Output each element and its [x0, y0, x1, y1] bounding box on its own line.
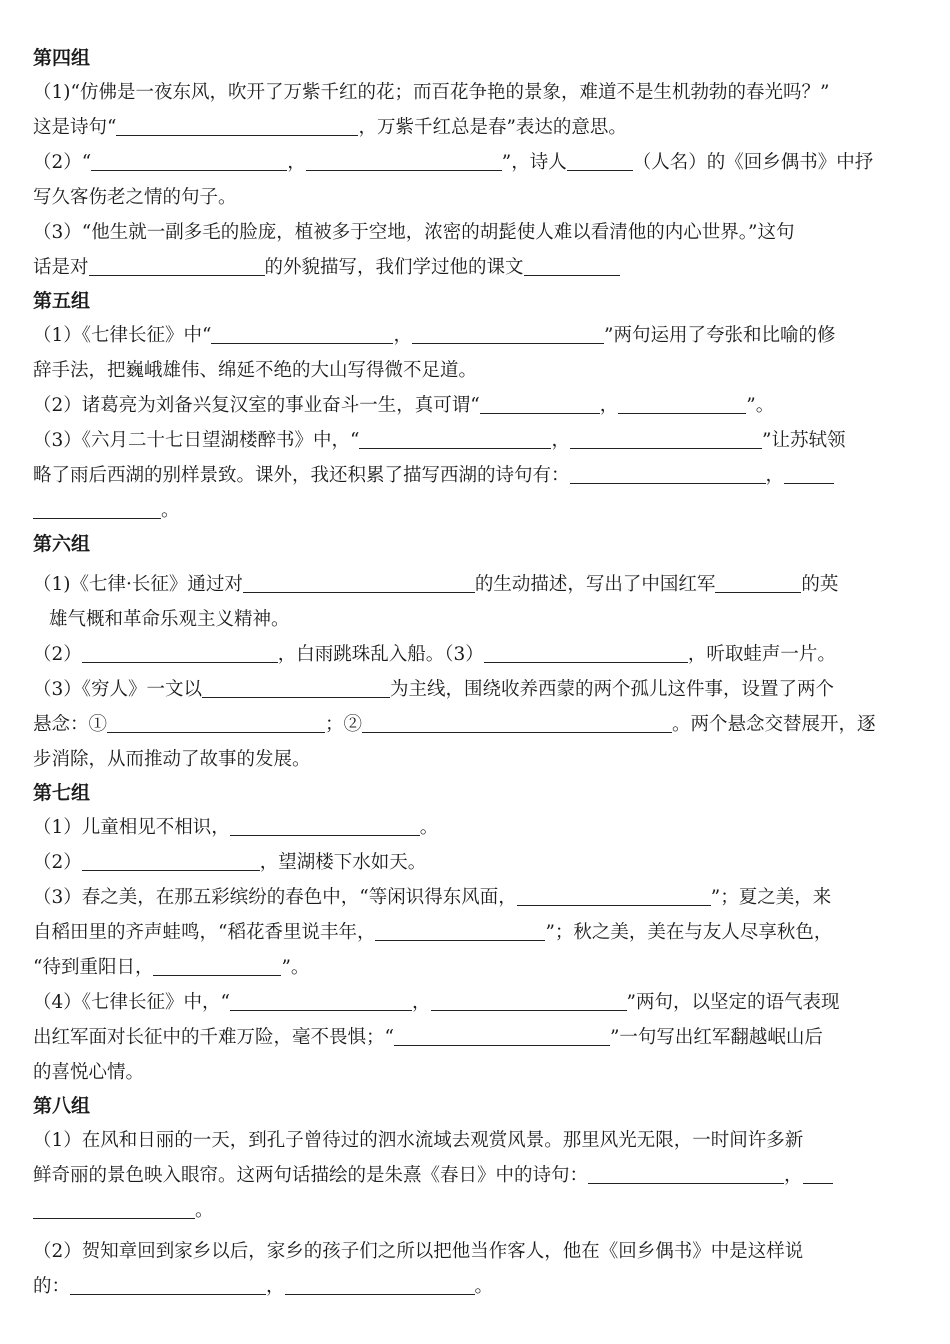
question-text: 。 — [419, 817, 439, 838]
answer-blank[interactable] — [89, 253, 265, 276]
question-text: 的生动描述，写出了中国红军 — [474, 574, 716, 595]
poem-blank[interactable] — [359, 426, 551, 449]
question-line — [33, 950, 917, 985]
poem-blank[interactable] — [285, 1272, 475, 1295]
poem-blank[interactable] — [306, 148, 502, 171]
question-line — [33, 637, 917, 672]
poem-blank[interactable] — [394, 1023, 610, 1046]
question-line — [33, 880, 917, 915]
question-text: ”，诗人 — [501, 152, 567, 173]
question-line — [33, 1269, 917, 1304]
question-text: 写久客伤老之情的句子。 — [33, 187, 237, 208]
question-text: 出红军面对长征中的千难万险，毫不畏惧；“ — [33, 1027, 394, 1048]
question-line — [33, 1234, 917, 1269]
question-line — [33, 742, 917, 777]
question-text: （3）《穷人》一文以 — [33, 679, 203, 700]
answer-blank[interactable] — [107, 710, 325, 733]
question-text: （1）在风和日丽的一天，到孔子曾待过的泗水流域去观赏风景。那里风光无限，一时间许多新 — [33, 1130, 804, 1151]
question-text: ， — [765, 465, 785, 486]
question-text: ， — [411, 992, 431, 1013]
question-line — [33, 458, 917, 493]
name-blank[interactable] — [567, 148, 633, 171]
poem-blank[interactable] — [91, 148, 287, 171]
question-text: 步消除，从而推动了故事的发展。 — [33, 749, 311, 770]
poem-blank[interactable] — [375, 918, 545, 941]
question-text: ；② — [325, 714, 363, 735]
answer-blank[interactable] — [524, 253, 620, 276]
question-line — [33, 602, 917, 637]
poem-blank[interactable] — [230, 813, 420, 836]
poem-blank[interactable] — [33, 496, 161, 519]
question-text: ， — [784, 1165, 803, 1186]
question-line — [33, 707, 917, 742]
question-text: （人名）的《回乡偶书》中抒 — [632, 152, 874, 173]
answer-blank[interactable] — [243, 570, 475, 593]
question-text: 。 — [195, 1200, 214, 1221]
question-text: ， — [393, 325, 412, 346]
question-line — [33, 318, 917, 353]
question-line — [33, 215, 917, 250]
question-text: 略了雨后西湖的别样景致。课外，我还积累了描写西湖的诗句有： — [33, 465, 570, 486]
question-text: 鲜奇丽的景色映入眼帘。这两句话描绘的是朱熹《春日》中的诗句： — [33, 1165, 589, 1186]
question-text: ， — [287, 152, 306, 173]
question-text: （2）“ — [33, 152, 92, 173]
poem-blank[interactable] — [570, 461, 766, 484]
poem-blank[interactable] — [484, 640, 688, 663]
question-text: ”；夏之美，来 — [710, 887, 832, 908]
question-text: （3）“他生就一副多毛的脸庞，植被多于空地，浓密的胡髭使人难以看清他的内心世界。”这句 — [33, 222, 795, 243]
poem-blank[interactable] — [588, 1161, 784, 1184]
poem-blank[interactable] — [517, 883, 711, 906]
answer-blank[interactable] — [202, 675, 390, 698]
question-line — [33, 845, 917, 880]
question-text: ”。 — [746, 395, 775, 416]
group-title: 第四组 — [33, 47, 91, 69]
poem-blank[interactable] — [211, 321, 393, 344]
question-line — [33, 75, 917, 110]
question-text: ， — [266, 1276, 285, 1297]
question-text: （1）儿童相见不相识， — [33, 817, 230, 838]
question-line — [33, 1158, 917, 1193]
question-text: 的喜悦心情。 — [33, 1062, 145, 1083]
question-text: ”让苏轼领 — [762, 430, 846, 451]
question-line — [33, 810, 917, 845]
question-text: ”两句运用了夸张和比喻的修 — [604, 325, 836, 346]
worksheet — [33, 42, 917, 1304]
poem-blank[interactable] — [431, 988, 627, 1011]
poem-blank[interactable] — [153, 953, 281, 976]
question-text: ，万紫千红总是春”表达的意思。 — [358, 117, 627, 138]
question-line — [33, 110, 917, 145]
group-title: 第八组 — [33, 1095, 91, 1117]
group-title: 第七组 — [33, 782, 91, 804]
question-text: 辞手法，把巍峨雄伟、绵延不绝的大山写得微不足道。 — [33, 360, 478, 381]
question-text: ，白雨跳珠乱入船。（3） — [277, 644, 484, 665]
question-text: （2） — [33, 644, 82, 665]
poem-blank[interactable] — [412, 321, 604, 344]
question-line — [33, 1193, 917, 1228]
question-text: （1）《七律长征》中“ — [33, 325, 212, 346]
poem-blank[interactable] — [230, 988, 412, 1011]
poem-blank[interactable] — [70, 1272, 266, 1295]
question-text: （2）贺知章回到家乡以后，家乡的孩子们之所以把他当作客人，他在《回乡偶书》中是这样说 — [33, 1241, 804, 1262]
question-line — [33, 423, 917, 458]
group-title: 第六组 — [33, 533, 91, 555]
question-text: 。两个悬念交替展开，逐 — [672, 714, 876, 735]
question-line — [33, 1123, 917, 1158]
answer-blank[interactable] — [362, 710, 672, 733]
question-text: 的外貌描写，我们学过他的课文 — [264, 257, 524, 278]
poem-blank[interactable] — [618, 391, 746, 414]
question-line — [33, 250, 917, 285]
poem-blank[interactable] — [82, 640, 278, 663]
question-text: ，听取蛙声一片。 — [687, 644, 836, 665]
question-text: （1)《七律·长征》通过对 — [33, 574, 243, 595]
question-line — [33, 388, 917, 423]
question-text: （4）《七律长征》中，“ — [33, 992, 230, 1013]
question-line — [33, 567, 917, 602]
question-text: ”两句，以坚定的语气表现 — [626, 992, 840, 1013]
question-text: 这是诗句“ — [33, 117, 117, 138]
question-line — [33, 353, 917, 388]
question-line — [33, 672, 917, 707]
question-text: 悬念：① — [33, 714, 108, 735]
question-text: ”一句写出红军翻越岷山后 — [609, 1027, 823, 1048]
question-line — [33, 180, 917, 215]
question-text: 话是对 — [33, 257, 89, 278]
question-line — [33, 145, 917, 180]
answer-blank[interactable] — [715, 570, 801, 593]
question-line — [33, 915, 917, 950]
question-line — [33, 1020, 917, 1055]
group-title: 第五组 — [33, 290, 91, 312]
poem-blank[interactable] — [570, 426, 762, 449]
question-text: 。 — [161, 500, 180, 521]
poem-blank[interactable] — [480, 391, 600, 414]
question-text: 自稻田里的齐声蛙鸣，“稻花香里说丰年， — [33, 922, 376, 943]
poem-blank[interactable] — [82, 848, 260, 871]
question-text: ， — [599, 395, 619, 416]
poem-blank[interactable] — [116, 113, 358, 136]
question-text: ，望湖楼下水如天。 — [259, 852, 427, 873]
question-text: （1)“仿佛是一夜东风，吹开了万紫千红的花；而百花争艳的景象，难道不是生机勃勃的春光吗？” — [33, 82, 830, 103]
question-text: “待到重阳日， — [33, 957, 154, 978]
question-line — [33, 985, 917, 1020]
question-text: 。 — [474, 1276, 494, 1297]
question-text: （2） — [33, 852, 82, 873]
question-text: 的： — [33, 1276, 71, 1297]
question-text: 雄气概和革命乐观主义精神。 — [49, 609, 290, 630]
poem-blank[interactable] — [784, 461, 834, 484]
question-text: ， — [551, 430, 570, 451]
question-line — [33, 493, 917, 528]
question-text: （3）春之美，在那五彩缤纷的春色中，“等闲识得东风面， — [33, 887, 517, 908]
question-text: （3）《六月二十七日望湖楼醉书》中，“ — [33, 430, 360, 451]
poem-blank[interactable] — [803, 1161, 833, 1184]
question-text: 为主线，围绕收养西蒙的两个孤儿这件事，设置了两个 — [390, 679, 835, 700]
question-text: ”；秋之美，美在与友人尽享秋色， — [545, 922, 833, 943]
question-text: （2）诸葛亮为刘备兴复汉室的事业奋斗一生，真可谓“ — [33, 395, 480, 416]
question-line — [33, 1055, 917, 1090]
question-text: 的英 — [801, 574, 839, 595]
poem-blank[interactable] — [33, 1196, 195, 1219]
question-text: ”。 — [281, 957, 310, 978]
